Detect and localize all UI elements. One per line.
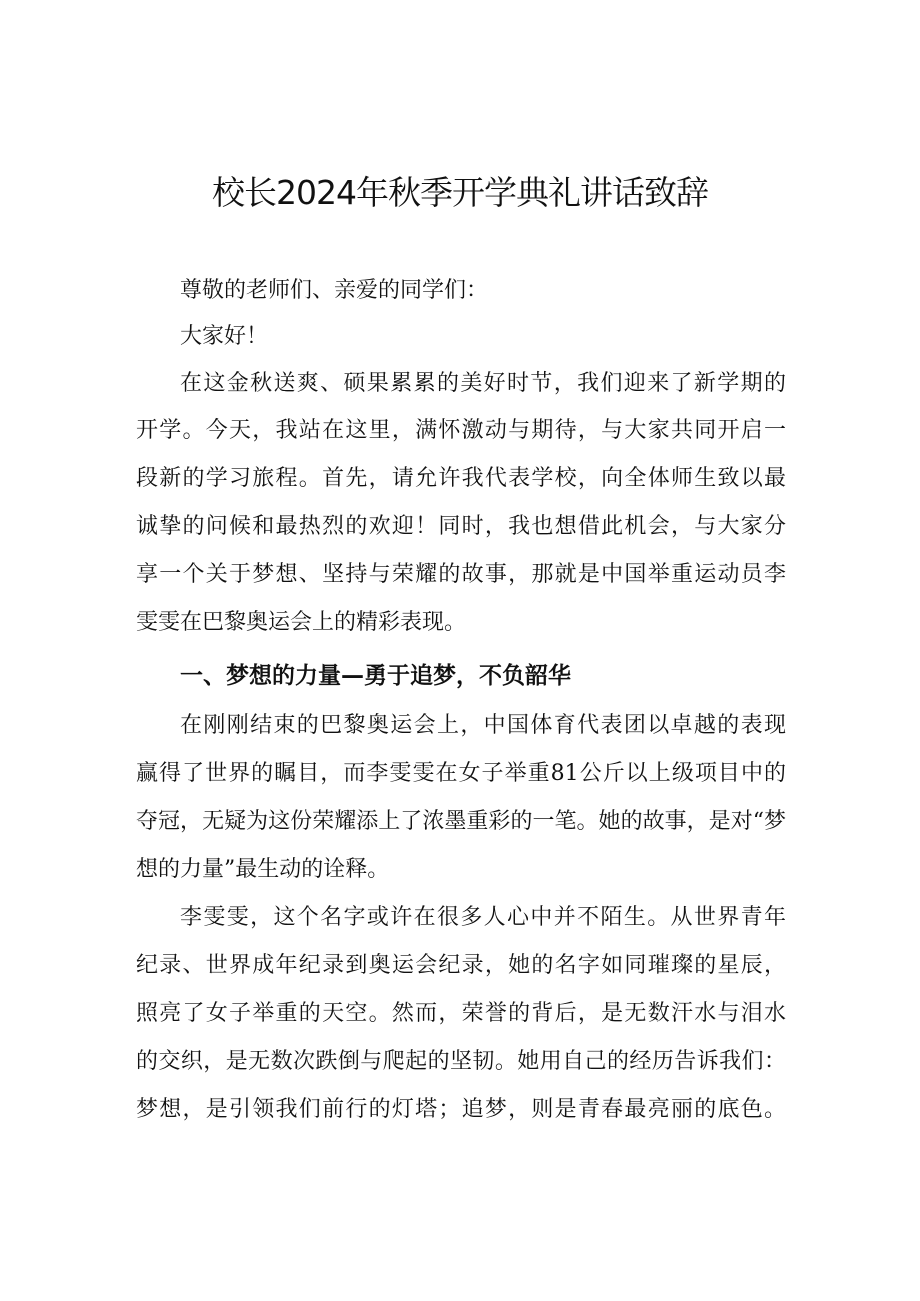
paragraph-line: 李雯雯，这个名字或许在很多人心中并不陌生。从世界青年 <box>180 905 786 930</box>
greeting-line: 尊敬的老师们、亲爱的同学们： <box>180 278 489 303</box>
intro-line: 段新的学习旅程。首先，请允许我代表学校，向全体师生致以最 <box>136 466 786 491</box>
intro-line: 开学。今天，我站在这里，满怀激动与期待，与大家共同开启一 <box>136 418 786 443</box>
paragraph-line: 照亮了女子举重的天空。然而，荣誉的背后，是无数汗水与泪水 <box>136 1001 786 1026</box>
paragraph-line: 在刚刚结束的巴黎奥运会上，中国体育代表团以卓越的表现 <box>180 713 786 738</box>
paragraph-line: 想的力量”最生动的诠释。 <box>136 857 390 882</box>
intro-line: 在这金秋送爽、硕果累累的美好时节，我们迎来了新学期的 <box>180 371 786 396</box>
paragraph-line: 夺冠，无疑为这份荣耀添上了浓墨重彩的一笔。她的故事，是对“梦 <box>136 809 786 834</box>
intro-line: 雯雯在巴黎奥运会上的精彩表现。 <box>136 610 467 635</box>
paragraph-line: 纪录、世界成年纪录到奥运会纪录，她的名字如同璀璨的星辰， <box>136 953 786 978</box>
intro-line: 诚挚的问候和最热烈的欢迎！同时，我也想借此机会，与大家分 <box>136 514 786 539</box>
hello-line: 大家好！ <box>180 324 269 349</box>
document-title: 校长2024年秋季开学典礼讲话致辞 <box>212 173 708 212</box>
section-heading: 一、梦想的力量—勇于追梦，不负韶华 <box>180 663 571 689</box>
paragraph-line: 赢得了世界的瞩目，而李雯雯在女子举重81公斤以上级项目中的 <box>136 761 786 786</box>
intro-line: 享一个关于梦想、坚持与荣耀的故事，那就是中国举重运动员李 <box>136 562 786 587</box>
paragraph-line: 梦想，是引领我们前行的灯塔；追梦，则是青春最亮丽的底色。 <box>136 1097 786 1122</box>
paragraph-line: 的交织，是无数次跌倒与爬起的坚韧。她用自己的经历告诉我们： <box>136 1049 786 1074</box>
